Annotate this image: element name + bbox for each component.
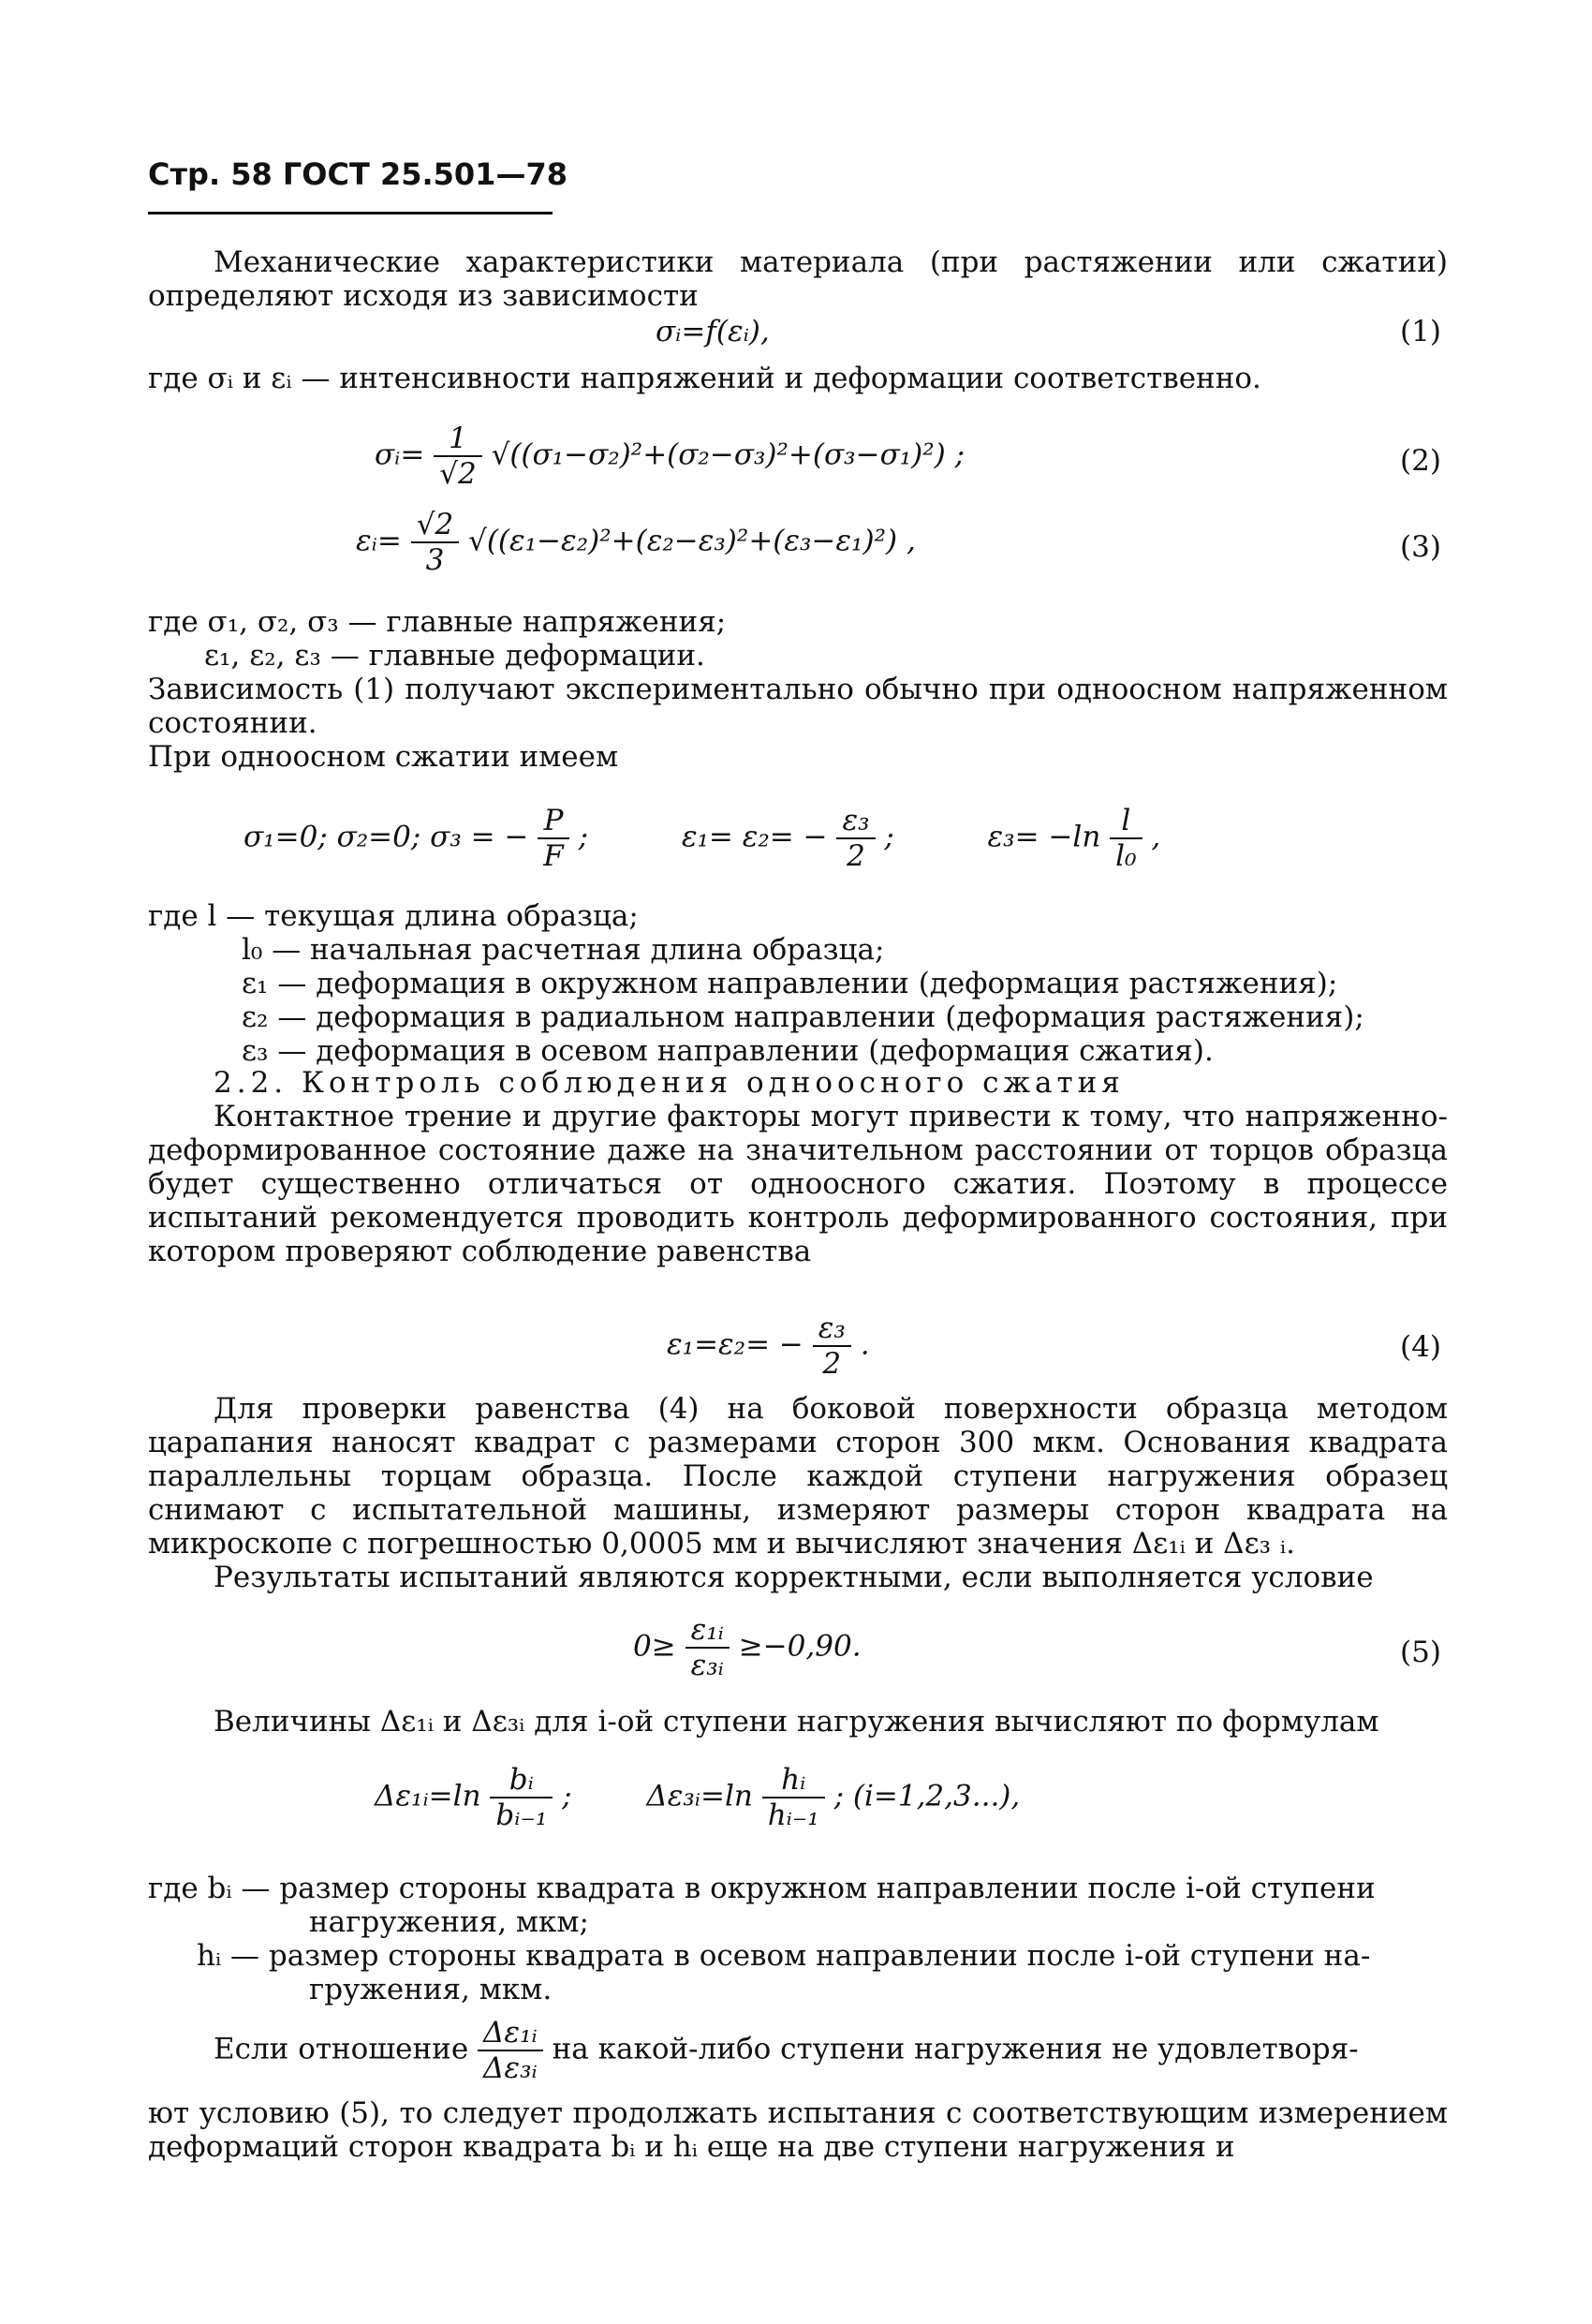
- final-ratio-line: [214, 2016, 1359, 2085]
- header-rule: [148, 212, 553, 215]
- def-current-length: где l — текущая длина образца;: [148, 899, 639, 933]
- eq6-b-end: ; (i=1,2,3...),: [833, 1779, 1021, 1813]
- equation-1: σᵢ=f(εᵢ),: [656, 315, 770, 348]
- uni-b-end: ;: [884, 820, 894, 854]
- final-pre: Если отношение: [214, 2032, 469, 2066]
- equation-4: [667, 1311, 870, 1381]
- eq6-a: Δε₁ᵢ=ln: [375, 1779, 481, 1813]
- equation-6: [375, 1763, 1020, 1832]
- eq3-rhs: √((ε₁−ε₂)²+(ε₂−ε₃)²+(ε₃−ε₁)²) ,: [468, 524, 916, 558]
- section-2-2-title: 2.2. Контроль соблюдения одноосного сжатия: [214, 1066, 1125, 1100]
- quantities-sentence: Величины Δε₁ᵢ и Δε₃ᵢ для i-ой ступени нагружения вычисляют по формулам: [214, 1705, 1379, 1739]
- eq2-lhs: σᵢ=: [375, 437, 425, 472]
- final-paragraph: ют условию (5), то следует продолжать испытания с соответствующим измерением деформаций сторон квадрата bᵢ и hᵢ еще на две ступени нагружения и: [148, 2096, 1448, 2164]
- section-2-2-text: Контактное трение и другие факторы могут привести к тому, что напряженно-деформированное состояние даже на значительном расстоянии от торцов образца будет существенно отличаться от одноосного сжатия. Поэтому в процессе испытаний рекомендуется проводить контроль деформированного состояния, при котором проверяют соблюдение равенства: [148, 1100, 1448, 1268]
- final-fraction: $\frac{\text{Δε₁ᵢ}}{\text{Δε₃ᵢ}}$: [478, 2016, 543, 2085]
- length-definitions: [148, 899, 1364, 1068]
- uni-a-fraction: $\frac{P}{F}$: [538, 804, 569, 873]
- def-b: где bᵢ — размер стороны квадрата в окружном направлении после i-ой ступени: [148, 1872, 1376, 1905]
- eq4-end: .: [860, 1327, 870, 1362]
- uni-a-end: ;: [578, 820, 589, 854]
- uni-b: ε₁= ε₂= −: [681, 820, 828, 854]
- eq6-b-fraction: $\frac{\text{hᵢ}}{\text{hᵢ₋₁}}$: [762, 1763, 825, 1832]
- equation-2: [375, 422, 965, 491]
- eq5-post: ≥−0,90.: [738, 1629, 862, 1664]
- check-paragraph: Для проверки равенства (4) на боковой поверхности образца методом царапания наносят квадрат с размерами сторон 300 мкм. Основания квадрата параллельны торцам образца. После каждой ступени нагружения образец снимают с испытательной машины, измеряют размеры сторон квадрата на микроскопе с погрешностью 0,0005 мм и вычисляют значения Δε₁ᵢ и Δε₃ ᵢ.: [148, 1392, 1448, 1561]
- eq2-rhs: √((σ₁−σ₂)²+(σ₂−σ₃)²+(σ₃−σ₁)²) ;: [491, 437, 966, 472]
- def-b-cont: нагружения, мкм;: [309, 1905, 589, 1939]
- principal-strains: ε₁, ε₂, ε₃ — главные деформации.: [204, 639, 705, 673]
- uni-c-fraction: $\frac{l}{\text{l₀}}$: [1110, 804, 1142, 873]
- def-initial-length: l₀ — начальная расчетная длина образца;: [242, 933, 885, 967]
- def-hoop-strain: ε₁ — деформация в окружном направлении (деформация растяжения);: [242, 967, 1338, 1000]
- eq4-lhs: ε₁=ε₂= −: [667, 1327, 803, 1362]
- intro-paragraph: Механические характеристики материала (при растяжении или сжатии) определяют исходя из зависимости: [148, 245, 1448, 313]
- eq6-a-end: ;: [562, 1779, 572, 1813]
- eq6-a-fraction: $\frac{\text{bᵢ}}{\text{bᵢ₋₁}}$: [490, 1763, 553, 1832]
- uniaxial-intro: При одноосном сжатии имеем: [148, 740, 619, 774]
- def-h-cont: гружения, мкм.: [309, 1973, 553, 2006]
- eq3-lhs: εᵢ=: [356, 524, 402, 558]
- eq2-coefficient: $\frac{1}{√2}$: [434, 422, 481, 491]
- equation-5-number: (5): [1400, 1636, 1441, 1669]
- eq5-pre: 0≥: [633, 1629, 676, 1664]
- eq3-coefficient: $\frac{√2}{3}$: [411, 508, 459, 577]
- square-definitions: [148, 1872, 1376, 2006]
- principal-stresses: где σ₁, σ₂, σ₃ — главные напряжения;: [148, 605, 727, 639]
- final-post: на какой-либо ступени нагружения не удовлетворя-: [552, 2032, 1359, 2066]
- def-axial-strain: ε₃ — деформация в осевом направлении (деформация сжатия).: [242, 1034, 1214, 1068]
- equation-3: [356, 508, 916, 577]
- equation-5: [633, 1613, 862, 1682]
- uni-c: ε₃= −ln: [987, 820, 1101, 854]
- def-radial-strain: ε₂ — деформация в радиальном направлении (деформация растяжения);: [242, 1000, 1364, 1034]
- page-header: Стр. 58 ГОСТ 25.501—78: [148, 156, 568, 192]
- where-intensity: где σᵢ и εᵢ — интенсивности напряжений и деформации соответственно.: [148, 362, 1261, 395]
- equation-2-number: (2): [1400, 444, 1441, 478]
- equation-3-number: (3): [1400, 530, 1441, 564]
- eq4-fraction: $\frac{\text{ε₃}}{2}$: [813, 1311, 851, 1381]
- uni-c-end: ,: [1151, 820, 1161, 854]
- uniaxial-equations: [243, 804, 1160, 873]
- def-h: hᵢ — размер стороны квадрата в осевом направлении после i-ой ступени на-: [197, 1939, 1371, 1973]
- uni-b-fraction: $\frac{\text{ε₃}}{2}$: [836, 804, 875, 873]
- results-sentence: Результаты испытаний являются корректными, если выполняется условие: [214, 1561, 1374, 1594]
- dependency-paragraph: Зависимость (1) получают экспериментально обычно при одноосном напряженном состоянии.: [148, 673, 1448, 740]
- eq6-b: Δε₃ᵢ=ln: [646, 1779, 753, 1813]
- uni-a: σ₁=0; σ₂=0; σ₃ = −: [243, 820, 529, 854]
- eq5-fraction: $\frac{\text{ε₁ᵢ}}{\text{ε₃ᵢ}}$: [685, 1613, 730, 1682]
- equation-1-number: (1): [1400, 315, 1441, 348]
- equation-4-number: (4): [1400, 1330, 1441, 1364]
